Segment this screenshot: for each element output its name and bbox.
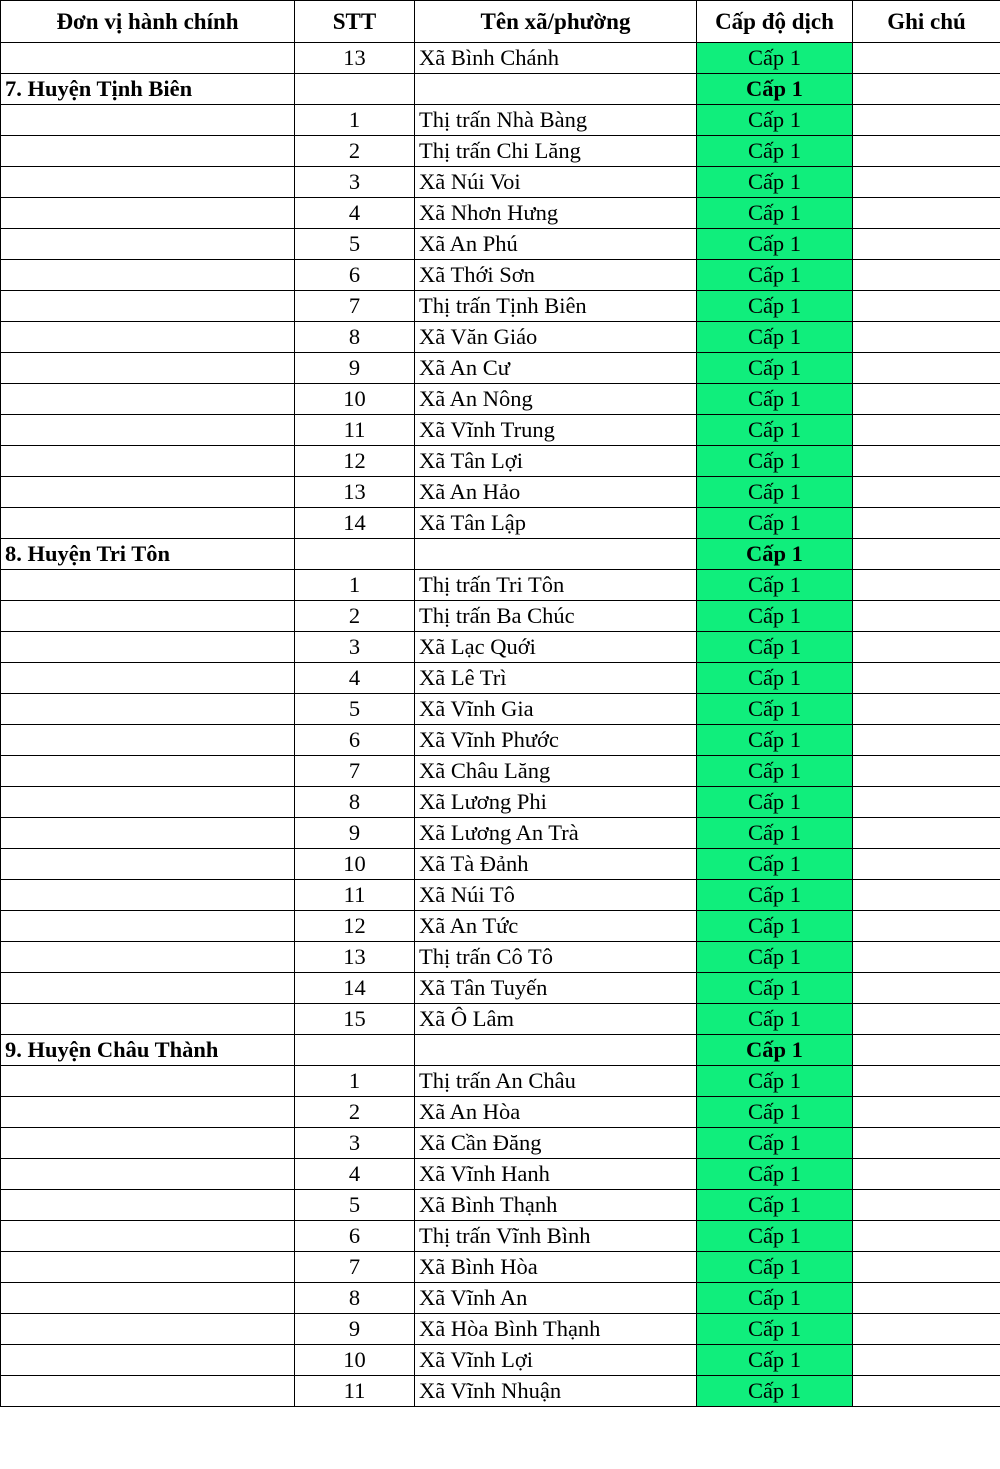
admin-unit-cell: 9. Huyện Châu Thành [1, 1035, 295, 1066]
admin-unit-cell [1, 880, 295, 911]
stt-cell: 5 [295, 1190, 415, 1221]
note-cell [853, 973, 1000, 1004]
stt-cell: 10 [295, 849, 415, 880]
note-cell [853, 601, 1000, 632]
note-cell [853, 384, 1000, 415]
admin-unit-cell [1, 1128, 295, 1159]
stt-cell [295, 74, 415, 105]
epidemic-level-cell: Cấp 1 [697, 74, 853, 105]
note-cell [853, 198, 1000, 229]
note-cell [853, 136, 1000, 167]
admin-unit-cell [1, 849, 295, 880]
epidemic-level-cell: Cấp 1 [697, 1376, 853, 1407]
admin-unit-cell [1, 1159, 295, 1190]
epidemic-level-cell: Cấp 1 [697, 229, 853, 260]
note-cell [853, 1035, 1000, 1066]
note-cell [853, 291, 1000, 322]
note-cell [853, 508, 1000, 539]
commune-name-cell [415, 1035, 697, 1066]
commune-name-cell: Xã Lê Trì [415, 663, 697, 694]
note-cell [853, 787, 1000, 818]
epidemic-level-cell: Cấp 1 [697, 725, 853, 756]
admin-unit-cell [1, 384, 295, 415]
commune-name-cell: Xã Tân Lợi [415, 446, 697, 477]
epidemic-level-cell: Cấp 1 [697, 911, 853, 942]
epidemic-level-cell: Cấp 1 [697, 1066, 853, 1097]
note-cell [853, 1066, 1000, 1097]
admin-unit-cell [1, 911, 295, 942]
epidemic-level-cell: Cấp 1 [697, 1190, 853, 1221]
table-row [1, 260, 1000, 291]
admin-unit-cell [1, 446, 295, 477]
note-cell [853, 43, 1000, 74]
stt-cell: 2 [295, 601, 415, 632]
stt-cell: 11 [295, 1376, 415, 1407]
admin-unit-cell [1, 725, 295, 756]
epidemic-level-cell: Cấp 1 [697, 756, 853, 787]
admin-unit-cell [1, 291, 295, 322]
table-row [1, 1066, 1000, 1097]
stt-cell: 13 [295, 43, 415, 74]
commune-name-cell: Xã Núi Tô [415, 880, 697, 911]
commune-name-cell: Xã Vĩnh Gia [415, 694, 697, 725]
epidemic-level-cell: Cấp 1 [697, 136, 853, 167]
admin-unit-cell [1, 570, 295, 601]
epidemic-level-cell: Cấp 1 [697, 632, 853, 663]
note-cell [853, 1190, 1000, 1221]
header-epidemic-level: Cấp độ dịch [697, 1, 853, 43]
table-row [1, 1376, 1000, 1407]
header-stt: STT [295, 1, 415, 43]
epidemic-level-cell: Cấp 1 [697, 167, 853, 198]
note-cell [853, 880, 1000, 911]
note-cell [853, 663, 1000, 694]
commune-name-cell: Xã Tân Tuyến [415, 973, 697, 1004]
table-row [1, 632, 1000, 663]
commune-name-cell: Xã Bình Chánh [415, 43, 697, 74]
district-row [1, 74, 1000, 105]
table-row [1, 446, 1000, 477]
table-row [1, 1128, 1000, 1159]
epidemic-level-cell: Cấp 1 [697, 477, 853, 508]
table-row [1, 291, 1000, 322]
stt-cell: 10 [295, 384, 415, 415]
table-row [1, 570, 1000, 601]
admin-unit-cell [1, 694, 295, 725]
epidemic-level-cell: Cấp 1 [697, 353, 853, 384]
commune-name-cell: Xã Hòa Bình Thạnh [415, 1314, 697, 1345]
epidemic-level-cell: Cấp 1 [697, 105, 853, 136]
table-row [1, 1252, 1000, 1283]
epidemic-level-cell: Cấp 1 [697, 508, 853, 539]
epidemic-level-cell: Cấp 1 [697, 880, 853, 911]
stt-cell: 11 [295, 880, 415, 911]
admin-unit-cell [1, 1345, 295, 1376]
admin-unit-cell [1, 353, 295, 384]
table-row [1, 663, 1000, 694]
table-row [1, 849, 1000, 880]
epidemic-level-cell: Cấp 1 [697, 1097, 853, 1128]
note-cell [853, 1004, 1000, 1035]
epidemic-level-cell: Cấp 1 [697, 1159, 853, 1190]
commune-name-cell: Xã Vĩnh Nhuận [415, 1376, 697, 1407]
epidemic-level-cell: Cấp 1 [697, 322, 853, 353]
epidemic-level-cell: Cấp 1 [697, 570, 853, 601]
commune-name-cell: Xã Bình Hòa [415, 1252, 697, 1283]
note-cell [853, 570, 1000, 601]
table-row [1, 787, 1000, 818]
epidemic-level-cell: Cấp 1 [697, 942, 853, 973]
note-cell [853, 1097, 1000, 1128]
note-cell [853, 415, 1000, 446]
note-cell [853, 322, 1000, 353]
stt-cell: 6 [295, 260, 415, 291]
commune-name-cell [415, 539, 697, 570]
admin-unit-cell [1, 756, 295, 787]
table-row [1, 973, 1000, 1004]
table-row [1, 1283, 1000, 1314]
stt-cell: 14 [295, 508, 415, 539]
table-row [1, 694, 1000, 725]
note-cell [853, 1345, 1000, 1376]
epidemic-level-cell: Cấp 1 [697, 539, 853, 570]
table-row [1, 384, 1000, 415]
table-row [1, 415, 1000, 446]
note-cell [853, 694, 1000, 725]
admin-unit-cell [1, 1376, 295, 1407]
stt-cell: 4 [295, 198, 415, 229]
commune-name-cell: Xã An Hảo [415, 477, 697, 508]
admin-unit-cell [1, 1252, 295, 1283]
commune-name-cell: Xã Châu Lăng [415, 756, 697, 787]
commune-name-cell: Xã Vĩnh Lợi [415, 1345, 697, 1376]
admin-unit-cell [1, 415, 295, 446]
stt-cell: 10 [295, 1345, 415, 1376]
stt-cell: 3 [295, 632, 415, 663]
stt-cell: 6 [295, 725, 415, 756]
stt-cell: 6 [295, 1221, 415, 1252]
epidemic-level-cell: Cấp 1 [697, 291, 853, 322]
admin-unit-cell [1, 43, 295, 74]
stt-cell: 1 [295, 570, 415, 601]
epidemic-level-cell: Cấp 1 [697, 694, 853, 725]
stt-cell: 13 [295, 477, 415, 508]
note-cell [853, 632, 1000, 663]
note-cell [853, 1283, 1000, 1314]
epidemic-level-cell: Cấp 1 [697, 384, 853, 415]
stt-cell: 2 [295, 136, 415, 167]
table-row [1, 1159, 1000, 1190]
admin-unit-cell [1, 787, 295, 818]
note-cell [853, 1221, 1000, 1252]
commune-name-cell [415, 74, 697, 105]
admin-unit-cell [1, 1066, 295, 1097]
commune-name-cell: Xã Cần Đăng [415, 1128, 697, 1159]
admin-unit-cell [1, 818, 295, 849]
note-cell [853, 353, 1000, 384]
table-row [1, 167, 1000, 198]
epidemic-level-cell: Cấp 1 [697, 1035, 853, 1066]
stt-cell: 7 [295, 1252, 415, 1283]
stt-cell: 7 [295, 291, 415, 322]
commune-name-cell: Xã Bình Thạnh [415, 1190, 697, 1221]
table-row [1, 198, 1000, 229]
admin-unit-cell [1, 229, 295, 260]
commune-name-cell: Xã Ô Lâm [415, 1004, 697, 1035]
table-row [1, 911, 1000, 942]
admin-unit-cell [1, 1221, 295, 1252]
admin-unit-cell [1, 198, 295, 229]
epidemic-level-cell: Cấp 1 [697, 818, 853, 849]
epidemic-level-cell: Cấp 1 [697, 787, 853, 818]
commune-name-cell: Xã Văn Giáo [415, 322, 697, 353]
admin-unit-cell [1, 508, 295, 539]
commune-name-cell: Xã Vĩnh Hanh [415, 1159, 697, 1190]
epidemic-level-cell: Cấp 1 [697, 1004, 853, 1035]
stt-cell: 13 [295, 942, 415, 973]
note-cell [853, 849, 1000, 880]
table-row [1, 1314, 1000, 1345]
note-cell [853, 260, 1000, 291]
admin-unit-cell [1, 663, 295, 694]
commune-name-cell: Thị trấn Ba Chúc [415, 601, 697, 632]
epidemic-level-cell: Cấp 1 [697, 415, 853, 446]
district-row [1, 539, 1000, 570]
table-row [1, 1190, 1000, 1221]
stt-cell: 3 [295, 1128, 415, 1159]
note-cell [853, 756, 1000, 787]
commune-name-cell: Thị trấn Vĩnh Bình [415, 1221, 697, 1252]
stt-cell: 4 [295, 1159, 415, 1190]
admin-unit-cell [1, 1283, 295, 1314]
note-cell [853, 167, 1000, 198]
commune-name-cell: Xã An Phú [415, 229, 697, 260]
table-row [1, 477, 1000, 508]
stt-cell: 1 [295, 1066, 415, 1097]
commune-name-cell: Xã Lương An Trà [415, 818, 697, 849]
epidemic-level-cell: Cấp 1 [697, 1252, 853, 1283]
commune-name-cell: Xã An Tức [415, 911, 697, 942]
stt-cell: 8 [295, 322, 415, 353]
stt-cell: 11 [295, 415, 415, 446]
stt-cell: 3 [295, 167, 415, 198]
stt-cell: 7 [295, 756, 415, 787]
district-row [1, 1035, 1000, 1066]
commune-name-cell: Xã Vĩnh Trung [415, 415, 697, 446]
note-cell [853, 818, 1000, 849]
epidemic-level-cell: Cấp 1 [697, 446, 853, 477]
header-admin-unit: Đơn vị hành chính [1, 1, 295, 43]
header-commune-name: Tên xã/phường [415, 1, 697, 43]
stt-cell [295, 1035, 415, 1066]
table-row [1, 880, 1000, 911]
table-row [1, 601, 1000, 632]
note-cell [853, 74, 1000, 105]
note-cell [853, 229, 1000, 260]
commune-name-cell: Thị trấn Nhà Bàng [415, 105, 697, 136]
commune-name-cell: Xã Lạc Quới [415, 632, 697, 663]
note-cell [853, 477, 1000, 508]
commune-name-cell: Xã Thới Sơn [415, 260, 697, 291]
admin-unit-cell: 8. Huyện Tri Tôn [1, 539, 295, 570]
stt-cell: 2 [295, 1097, 415, 1128]
table-body [1, 43, 1000, 1407]
commune-name-cell: Thị trấn Cô Tô [415, 942, 697, 973]
commune-name-cell: Thị trấn Tịnh Biên [415, 291, 697, 322]
epidemic-level-cell: Cấp 1 [697, 601, 853, 632]
note-cell [853, 1252, 1000, 1283]
note-cell [853, 539, 1000, 570]
table-row [1, 136, 1000, 167]
commune-name-cell: Thị trấn An Châu [415, 1066, 697, 1097]
table-row [1, 942, 1000, 973]
commune-name-cell: Xã Nhơn Hưng [415, 198, 697, 229]
admin-unit-cell [1, 1004, 295, 1035]
table-row [1, 105, 1000, 136]
header-row [1, 1, 1000, 43]
table-row [1, 1345, 1000, 1376]
commune-name-cell: Xã An Nông [415, 384, 697, 415]
note-cell [853, 911, 1000, 942]
note-cell [853, 725, 1000, 756]
stt-cell: 15 [295, 1004, 415, 1035]
commune-name-cell: Xã Vĩnh Phước [415, 725, 697, 756]
table-row [1, 818, 1000, 849]
stt-cell: 9 [295, 1314, 415, 1345]
commune-name-cell: Xã An Cư [415, 353, 697, 384]
admin-unit-cell [1, 632, 295, 663]
commune-name-cell: Xã Núi Voi [415, 167, 697, 198]
admin-unit-cell [1, 322, 295, 353]
table-row [1, 1221, 1000, 1252]
admin-unit-cell [1, 167, 295, 198]
stt-cell: 5 [295, 229, 415, 260]
table-row [1, 43, 1000, 74]
commune-name-cell: Thị trấn Chi Lăng [415, 136, 697, 167]
stt-cell: 12 [295, 446, 415, 477]
stt-cell: 8 [295, 787, 415, 818]
epidemic-level-cell: Cấp 1 [697, 1221, 853, 1252]
stt-cell: 12 [295, 911, 415, 942]
admin-unit-cell: 7. Huyện Tịnh Biên [1, 74, 295, 105]
epidemic-level-cell: Cấp 1 [697, 198, 853, 229]
epidemic-level-cell: Cấp 1 [697, 663, 853, 694]
stt-cell: 1 [295, 105, 415, 136]
epidemic-level-cell: Cấp 1 [697, 1283, 853, 1314]
table-row [1, 756, 1000, 787]
table-row [1, 229, 1000, 260]
epidemic-level-cell: Cấp 1 [697, 260, 853, 291]
note-cell [853, 1376, 1000, 1407]
note-cell [853, 1128, 1000, 1159]
epidemic-level-cell: Cấp 1 [697, 1314, 853, 1345]
stt-cell [295, 539, 415, 570]
commune-name-cell: Xã An Hòa [415, 1097, 697, 1128]
epidemic-level-cell: Cấp 1 [697, 43, 853, 74]
commune-name-cell: Xã Tà Đảnh [415, 849, 697, 880]
admin-unit-cell [1, 973, 295, 1004]
admin-unit-cell [1, 942, 295, 973]
note-cell [853, 1159, 1000, 1190]
admin-unit-cell [1, 477, 295, 508]
table-row [1, 725, 1000, 756]
admin-unit-cell [1, 1190, 295, 1221]
note-cell [853, 446, 1000, 477]
stt-cell: 9 [295, 353, 415, 384]
stt-cell: 8 [295, 1283, 415, 1314]
admin-unit-cell [1, 1097, 295, 1128]
admin-unit-cell [1, 136, 295, 167]
stt-cell: 14 [295, 973, 415, 1004]
table-row [1, 1097, 1000, 1128]
stt-cell: 4 [295, 663, 415, 694]
note-cell [853, 942, 1000, 973]
admin-unit-cell [1, 105, 295, 136]
commune-name-cell: Xã Lương Phi [415, 787, 697, 818]
commune-name-cell: Thị trấn Tri Tôn [415, 570, 697, 601]
note-cell [853, 1314, 1000, 1345]
table-row [1, 1004, 1000, 1035]
epidemic-level-cell: Cấp 1 [697, 849, 853, 880]
epidemic-level-cell: Cấp 1 [697, 1128, 853, 1159]
stt-cell: 5 [295, 694, 415, 725]
table-row [1, 353, 1000, 384]
admin-unit-cell [1, 260, 295, 291]
commune-name-cell: Xã Tân Lập [415, 508, 697, 539]
admin-unit-cell [1, 1314, 295, 1345]
epidemic-level-cell: Cấp 1 [697, 1345, 853, 1376]
epidemic-level-cell: Cấp 1 [697, 973, 853, 1004]
table-row [1, 322, 1000, 353]
note-cell [853, 105, 1000, 136]
admin-unit-cell [1, 601, 295, 632]
commune-name-cell: Xã Vĩnh An [415, 1283, 697, 1314]
stt-cell: 9 [295, 818, 415, 849]
header-notes: Ghi chú [853, 1, 1000, 43]
table-row [1, 508, 1000, 539]
